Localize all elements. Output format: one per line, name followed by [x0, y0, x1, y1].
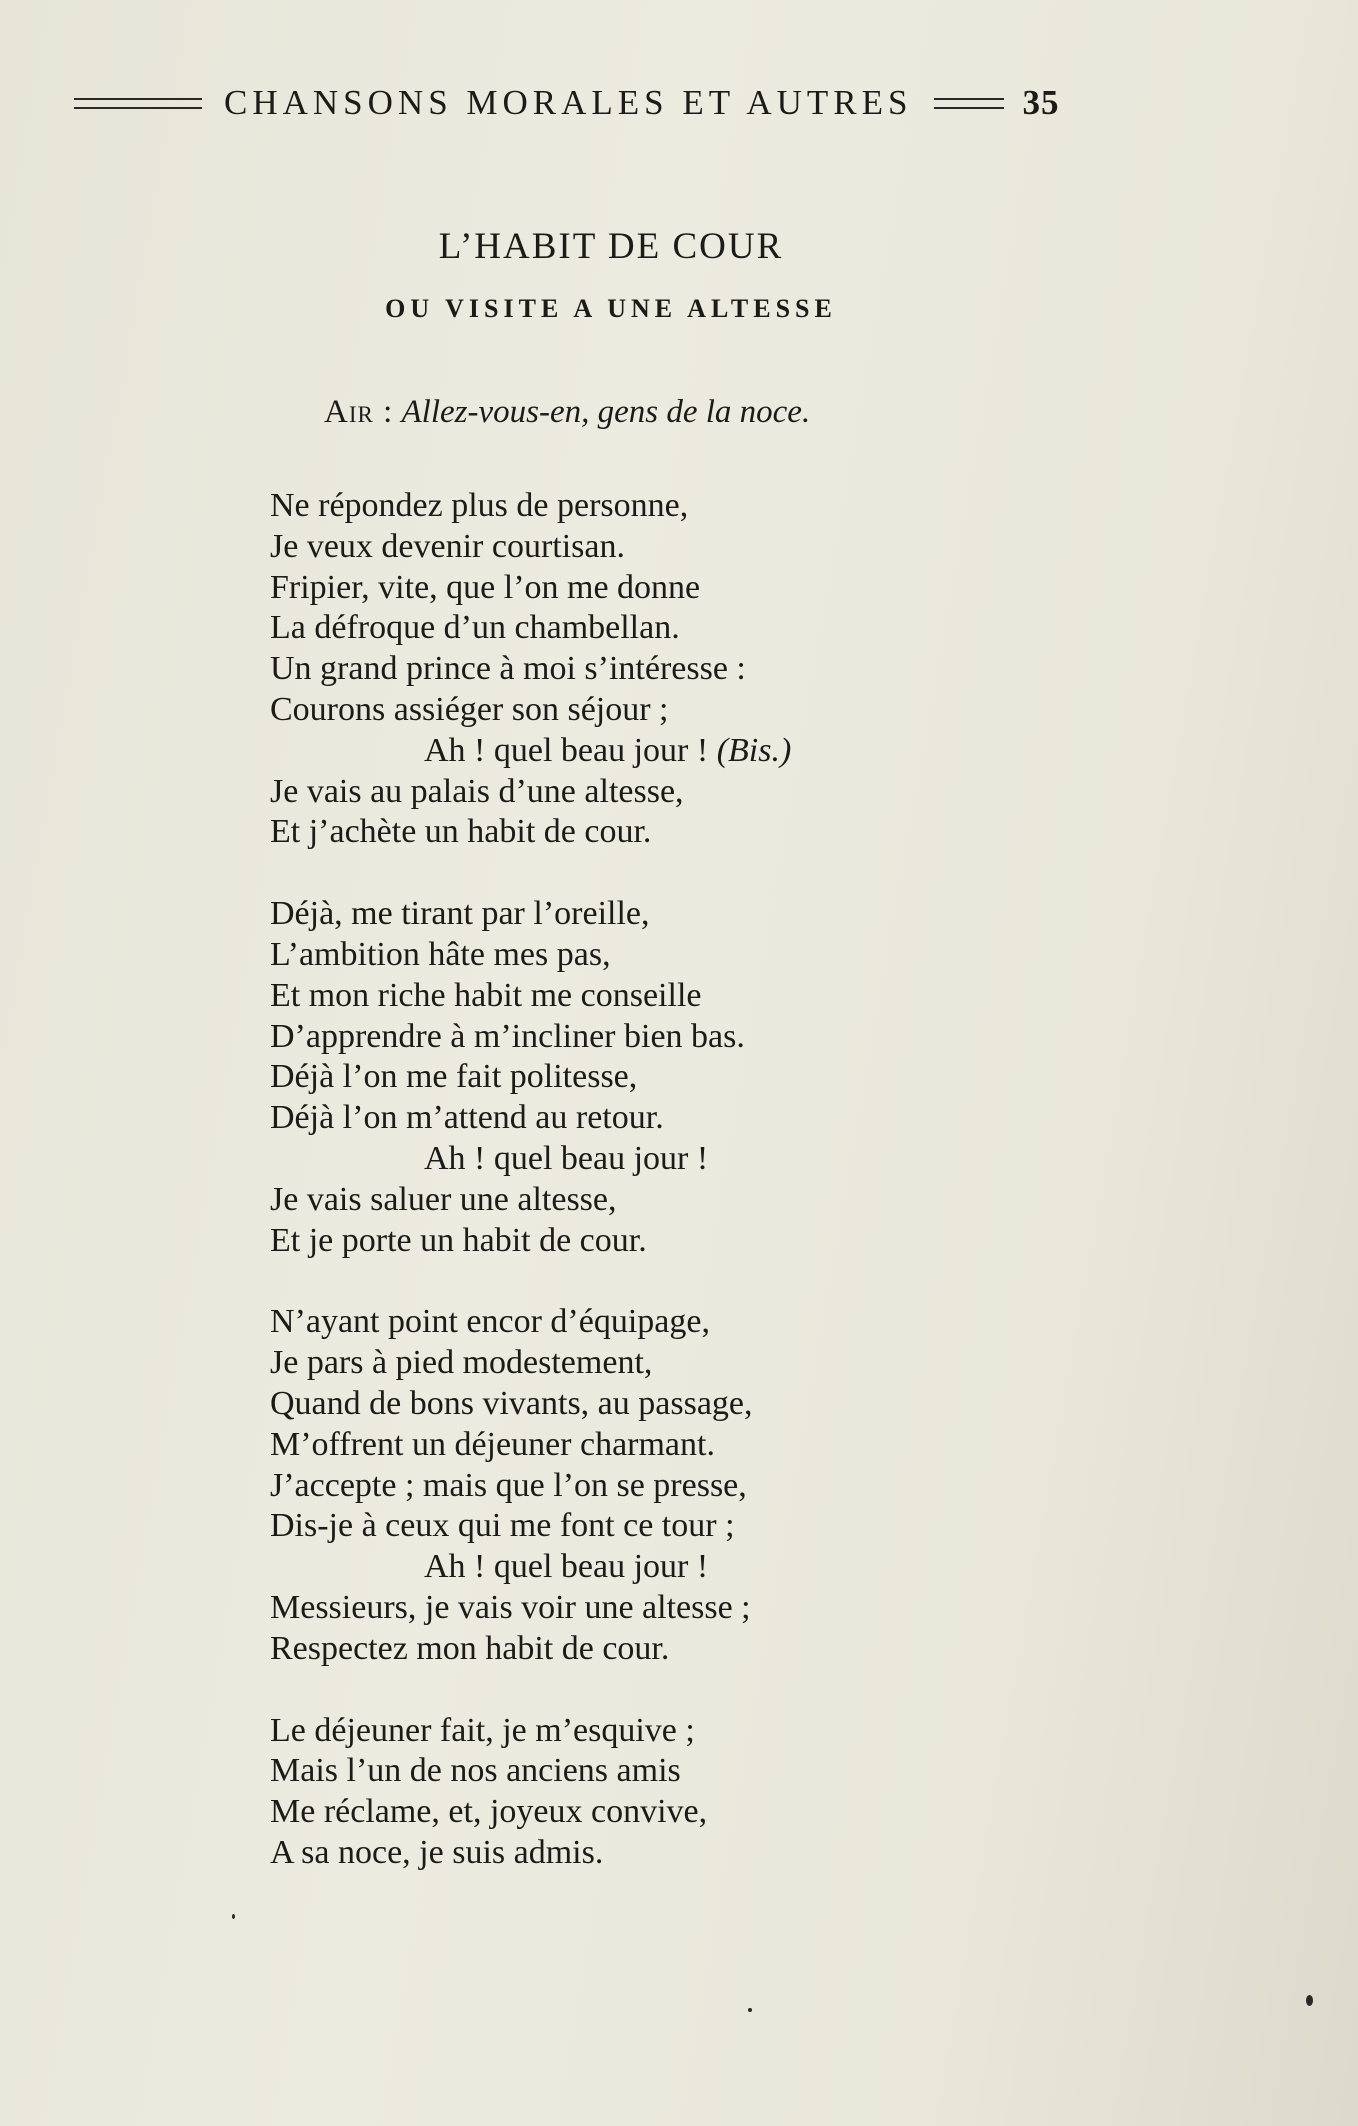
verse-line: D’apprendre à m’incliner bien bas.: [270, 1017, 745, 1055]
verse-line: Déjà l’on m’attend au retour.: [270, 1099, 664, 1137]
verse-line: Quand de bons vivants, au passage,: [270, 1384, 753, 1422]
verse-line: Je vais saluer une altesse,: [270, 1180, 617, 1218]
verse-line: Respectez mon habit de cour.: [270, 1629, 670, 1667]
refrain-line: Ah ! quel beau jour !: [424, 1139, 709, 1177]
air-line: [324, 394, 810, 431]
verse-line: Et j’achète un habit de cour.: [270, 813, 652, 851]
air-tune: Allez-vous-en, gens de la noce.: [401, 394, 811, 430]
ink-speck: [1306, 1995, 1313, 2006]
verse-line: M’offrent un déjeuner charmant.: [270, 1425, 715, 1463]
verse-line: N’ayant point encor d’équipage,: [270, 1303, 710, 1341]
verse-line: Je pars à pied modestement,: [270, 1344, 653, 1382]
verse-line: Déjà, me tirant par l’oreille,: [270, 895, 650, 933]
verse-line: La défroque d’un chambellan.: [270, 609, 680, 647]
stanza-4: [270, 1711, 970, 1874]
song-title: L’HABIT DE COUR: [438, 226, 784, 267]
air-label: Air :: [324, 394, 394, 430]
stanza-1: [270, 486, 970, 853]
verse-line: Dis-je à ceux qui me font ce tour ;: [270, 1507, 735, 1545]
ink-speck: [748, 2008, 752, 2012]
song-text: [270, 486, 970, 1915]
verse-line: Un grand prince à moi s’intéresse :: [270, 650, 746, 688]
verse-line: Et je porte un habit de cour.: [270, 1221, 647, 1259]
song-subtitle: OU VISITE A UNE ALTESSE: [385, 294, 837, 323]
refrain-text: Ah ! quel beau jour !: [424, 731, 709, 769]
double-rule-left: [74, 98, 202, 109]
verse-line: Ne répondez plus de personne,: [270, 487, 689, 524]
verse-line: Je veux devenir courtisan.: [270, 527, 625, 565]
stanza-3: [270, 1302, 970, 1669]
verse-line: Mais l’un de nos anciens amis: [270, 1752, 681, 1790]
running-head-title: CHANSONS MORALES ET AUTRES: [224, 83, 913, 122]
verse-line: Je vais au palais d’une altesse,: [270, 772, 684, 810]
verse-line: Et mon riche habit me conseille: [270, 976, 702, 1014]
double-rule-right: [934, 98, 1004, 109]
refrain-line: Ah ! quel beau jour !: [424, 1548, 709, 1586]
verse-line: Le déjeuner fait, je m’esquive ;: [270, 1711, 695, 1749]
ink-speck: [232, 1914, 235, 1919]
verse-line: Me réclame, et, joyeux convive,: [270, 1793, 708, 1831]
verse-line: Fripier, vite, que l’on me donne: [270, 568, 701, 606]
verse-line: L’ambition hâte mes pas,: [270, 935, 611, 973]
page-number: 35: [1022, 83, 1060, 122]
verse-line: A sa noce, je suis admis.: [270, 1833, 604, 1871]
stanza-2: [270, 894, 970, 1261]
verse-line: Courons assiéger son séjour ;: [270, 690, 669, 728]
verse-line: Messieurs, je vais voir une altesse ;: [270, 1588, 751, 1626]
verse-line: Déjà l’on me fait politesse,: [270, 1058, 638, 1096]
verse-line: J’accepte ; mais que l’on se presse,: [270, 1466, 747, 1504]
running-head: [74, 78, 1154, 128]
refrain-line: [270, 731, 970, 772]
bis-note: (Bis.): [716, 731, 792, 769]
